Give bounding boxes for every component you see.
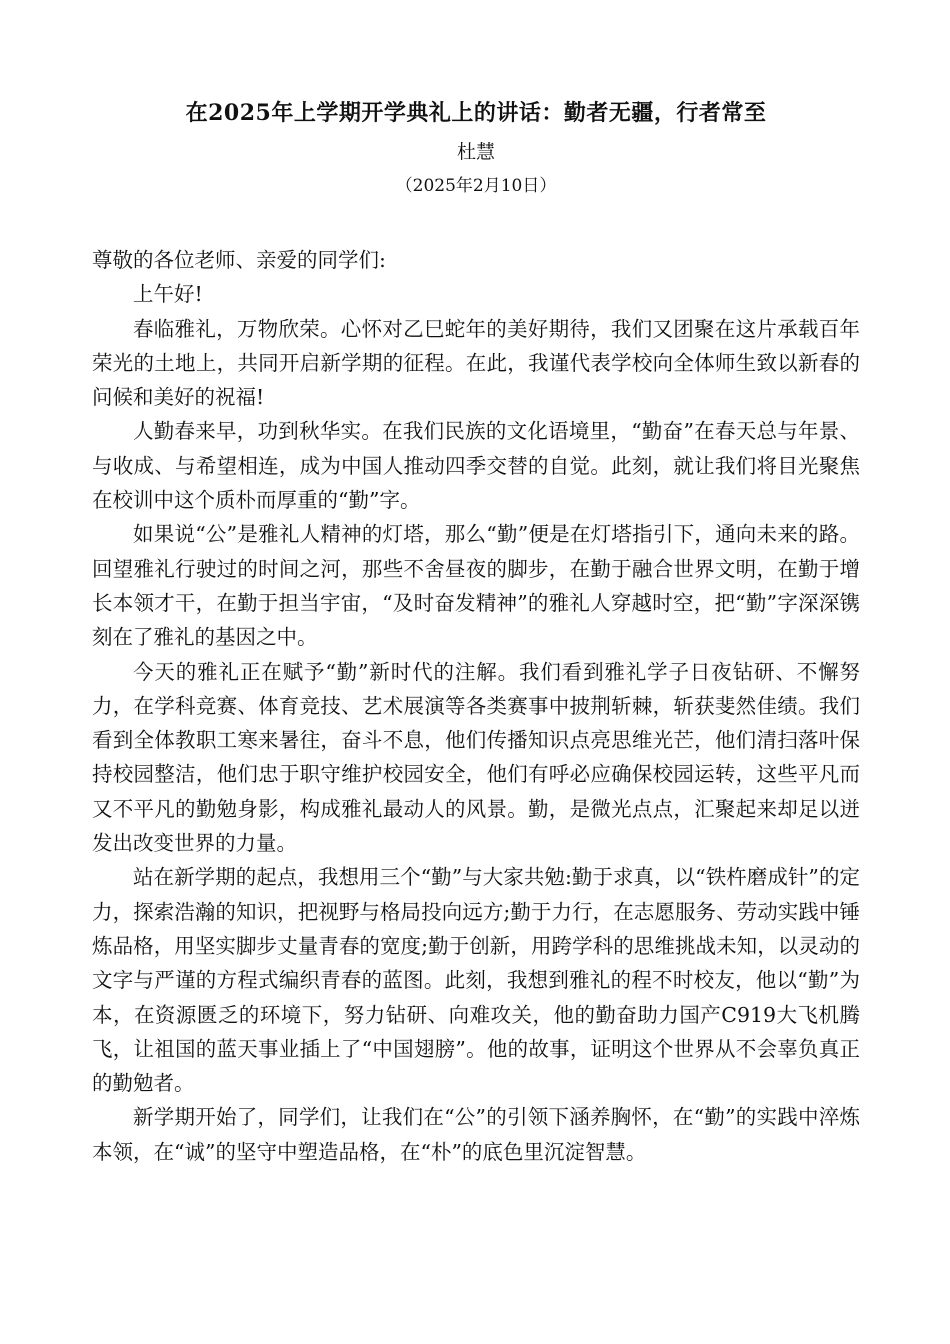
speech-body bbox=[92, 243, 860, 1169]
paragraph-greeting: 上午好! bbox=[133, 282, 203, 307]
speech-author: 杜慧 bbox=[456, 141, 495, 163]
paragraph-new-semester: 新学期开始了，同学们，让我们在“公”的引领下涵养胸怀，在“勤”的实践中淬炼本领，在“诚”的坚守中塑造品格，在“朴”的底色里沉淀智慧。 bbox=[92, 1105, 860, 1164]
speech-date: （2025年2月10日） bbox=[395, 176, 557, 196]
paragraph-diligence-culture: 人勤春来早，功到秋华实。在我们民族的文化语境里，“勤奋”在春天总与年景、与收成、与希望相连，成为中国人推动四季交替的自觉。此刻，就让我们将目光聚焦在校训中这个质朴而厚重的“勤”字。 bbox=[92, 419, 860, 513]
paragraph-three-diligences: 站在新学期的起点，我想用三个“勤”与大家共勉:勤于求真，以“铁杵磨成针”的定力，探索浩瀚的知识，把视野与格局投向远方;勤于力行，在志愿服务、劳动实践中锤炼品格，用坚实脚步丈量青春的宽度;勤于创新，用跨学科的思维挑战未知，以灵动的文字与严谨的方程式编织青春的蓝图。此刻，我想到雅礼的程不时校友，他以“勤”为本，在资源匮乏的环境下，努力钻研、向难攻关，他的勤奋助力国产C919大飞机腾飞，让祖国的蓝天事业插上了“中国翅膀”。他的故事，证明这个世界从不会辜负真正的勤勉者。 bbox=[92, 865, 860, 1096]
paragraph-lighthouse: 如果说“公”是雅礼人精神的灯塔，那么“勤”便是在灯塔指引下，通向未来的路。回望雅礼行驶过的时间之河，那些不舍昼夜的脚步，在勤于融合世界文明，在勤于增长本领才干，在勤于担当宇宙，“及时奋发精神”的雅礼人穿越时空，把“勤”字深深镌刻在了雅礼的基因之中。 bbox=[92, 522, 860, 650]
salutation: 尊敬的各位老师、亲爱的同学们: bbox=[92, 248, 386, 272]
paragraph-new-era: 今天的雅礼正在赋予“勤”新时代的注解。我们看到雅礼学子日夜钻研、不懈努力，在学科竞赛、体育竞技、艺术展演等各类赛事中披荆斩棘，斩获斐然佳绩。我们看到全体教职工寒来暑往，奋斗不息，他们传播知识点亮思维光芒，他们清扫落叶保持校园整洁，他们忠于职守维护校园安全，他们有呼必应确保校园运转，这些平凡而又不平凡的勤勉身影，构成雅礼最动人的风景。勤，是微光点点，汇聚起来却足以迸发出改变世界的力量。 bbox=[92, 659, 860, 856]
paragraph-spring: 春临雅礼，万物欣荣。心怀对乙巳蛇年的美好期待，我们又团聚在这片承载百年荣光的土地上，共同开启新学期的征程。在此，我谨代表学校向全体师生致以新春的问候和美好的祝福! bbox=[92, 316, 860, 410]
speech-title: 在2025年上学期开学典礼上的讲话：勤者无疆，行者常至 bbox=[185, 100, 767, 126]
